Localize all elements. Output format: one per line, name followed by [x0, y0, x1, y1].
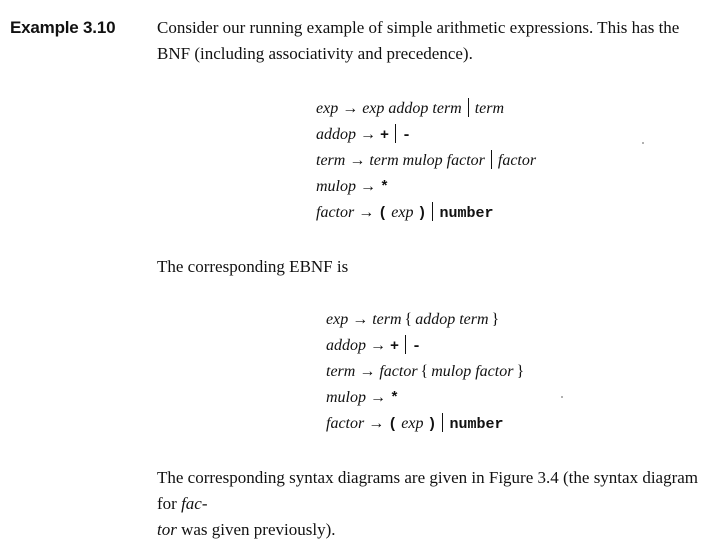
alternative: exp addop term [362, 100, 462, 117]
arrow: → [352, 311, 369, 328]
repetition-brace: } [516, 363, 525, 380]
arrow: → [370, 389, 386, 406]
arrow: → [358, 204, 375, 221]
alt-bar [442, 413, 443, 432]
nonterminal: addop [326, 337, 366, 354]
terminal-token: * [380, 179, 390, 196]
terminal-token: ) [427, 416, 437, 433]
ebnf-rule-addop [326, 333, 527, 359]
ebnf-rule-exp [326, 307, 527, 333]
alt-bar [491, 150, 492, 169]
ebnf-intro: The corresponding EBNF is [157, 257, 349, 276]
arrow: → [359, 363, 376, 380]
arrow: → [360, 178, 376, 195]
alternative: term [474, 100, 505, 117]
bnf-rule-exp [316, 96, 536, 122]
terminal-token: - [412, 338, 422, 355]
alternative: factor [497, 152, 537, 169]
ebnf-rule-term [326, 359, 527, 385]
terminal-token: number [449, 416, 504, 433]
bnf-rule-term [316, 148, 536, 174]
repetition-brace: { [404, 311, 413, 328]
nonterminal: exp [326, 311, 349, 328]
alt-bar [405, 335, 406, 354]
alternative: term mulop factor [369, 152, 485, 169]
bnf-rule-addop [316, 122, 536, 148]
nonterminal: exp [401, 415, 424, 432]
arrow: → [360, 126, 376, 143]
bnf-rule-mulop [316, 174, 536, 200]
closing-paragraph: The corresponding syntax diagrams are given in Figure 3.4 (the syntax diagram for fac- tor was given previously). [157, 468, 699, 539]
terminal-token: + [390, 338, 400, 355]
terminal-token: * [390, 390, 400, 407]
terminal-token: ( [388, 416, 398, 433]
nonterminal: mulop [326, 389, 366, 406]
repetition-brace: { [420, 363, 429, 380]
alt-bar [395, 124, 396, 143]
arrow: → [368, 415, 385, 432]
repetition-brace: } [491, 311, 500, 328]
nonterminal: term [372, 311, 402, 328]
scan-speck [561, 396, 563, 398]
ebnf-rule-factor [326, 411, 527, 437]
scan-speck [642, 142, 644, 144]
terminal-token: number [439, 205, 494, 222]
bnf-grammar [316, 96, 536, 226]
nonterminal: exp [316, 100, 339, 117]
intro-paragraph: Consider our running example of simple arithmetic expressions. This has the BNF (including associativity and precedence). [157, 18, 680, 63]
nonterminal: factor [379, 363, 418, 380]
terminal-token: ( [378, 205, 388, 222]
nonterminal: mulop [316, 178, 356, 195]
arrow: → [370, 337, 386, 354]
nonterminal: addop [316, 126, 356, 143]
nonterminal: factor [316, 204, 355, 221]
example-label: Example 3.10 [10, 18, 116, 37]
ebnf-rule-mulop [326, 385, 527, 411]
terminal-token: - [402, 127, 412, 144]
repeated-group: mulop factor [431, 363, 514, 380]
arrow: → [342, 100, 359, 117]
terminal-token: + [380, 127, 390, 144]
nonterminal: term [316, 152, 346, 169]
nonterminal: factor [326, 415, 365, 432]
repeated-group: addop term [415, 311, 489, 328]
terminal-token: ) [417, 205, 427, 222]
arrow: → [349, 152, 366, 169]
alt-bar [468, 98, 469, 117]
alt-bar [432, 202, 433, 221]
ebnf-grammar [326, 307, 527, 437]
bnf-rule-factor [316, 200, 536, 226]
nonterminal: exp [391, 204, 414, 221]
nonterminal: term [326, 363, 356, 380]
